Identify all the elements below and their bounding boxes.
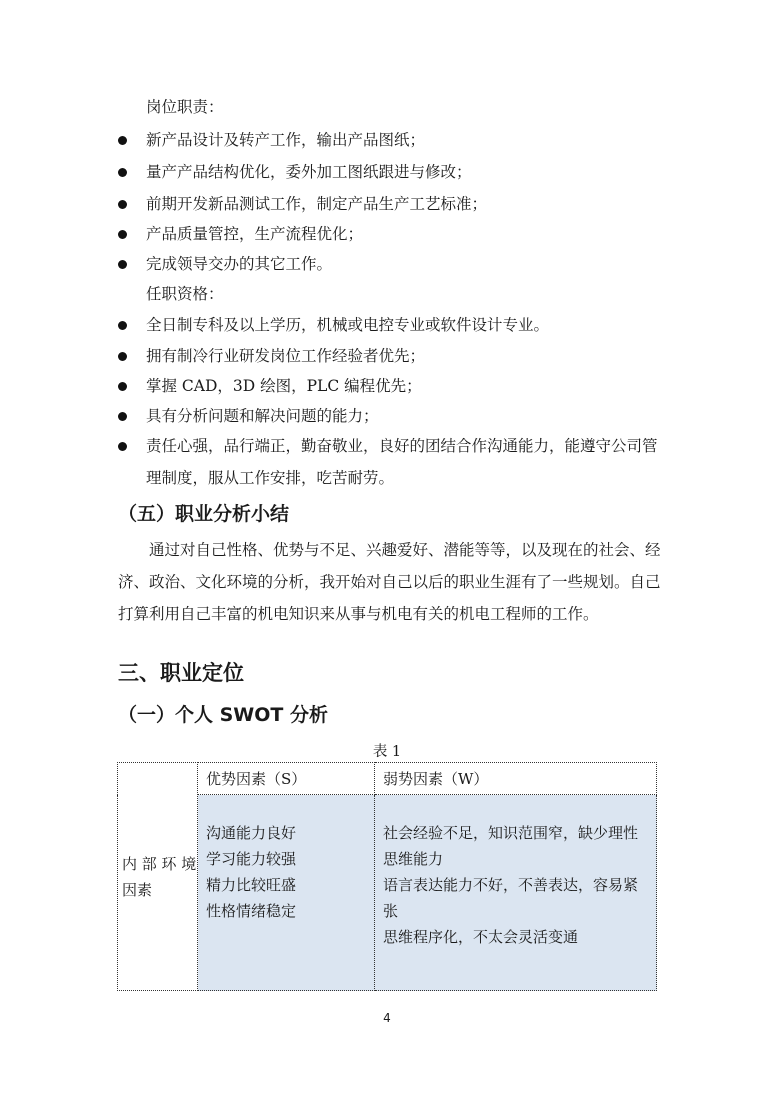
paragraph-line: 济、政治、文化环境的分析，我开始对自己以后的职业生涯有了一些规划。自己 — [118, 573, 661, 591]
weaknesses-cell — [375, 795, 657, 991]
weakness-line: 社会经验不足，知识范围窄，缺少理性 — [383, 824, 639, 842]
section-heading: （五）职业分析小结 — [118, 503, 290, 525]
chapter-heading: 三、职业定位 — [118, 661, 244, 685]
table-row — [118, 795, 657, 991]
strength-item: 性格情绪稳定 — [206, 902, 297, 920]
table-row — [118, 763, 657, 795]
summary-paragraph — [118, 540, 661, 636]
bullet-icon — [118, 321, 127, 330]
swot-table — [117, 762, 657, 991]
bullet-icon — [118, 230, 127, 239]
page-number: 4 — [383, 1011, 391, 1025]
weakness-line: 张 — [383, 902, 399, 920]
document-page: 岗位职责： 新产品设计及转产工作，输出产品图纸； 量产产品结构优化，委外加工图纸跟进与修改； 前期开发新品测试工作，制定产品生产工艺标准； 产品质量管控，生产流程优化； 完成领导交办的其它工作。 任职资格： 全日制专科及以上学历，机械或电控专业或软件设计专业。 拥有制冷行业研发岗位工作经验者优先； 掌握 CAD，3D 绘图，PLC 编程优先； 具有分析问题和解决问题的能力； 责任心强，品行端正，勤奋敬业，良好的团结合作沟通能力，能遵守公司管 理制度，服从工作安排，吃苦耐劳。 （五）职业分析小结 通过对自己性格、优势与不足、兴趣爱好、潜能等等，以及现在的社会、经 济、政治、文化环境的分析，我开始对自己以后的职业生涯有了一些规划。自己 打算利用自己丰富的机电知识来从事与机电有关的机电工程师的工作。 三、职业定位 （一）个人 SWOT 分析 表 1 内 部 环 境 因素 优势因素（S） 弱势因素（W） 沟通能力良好 学习能力较强 精力比较旺盛 性格情绪稳定 社会经验不足，知识范围窄，缺少理性 思维能力 语言表达能力不好，不善表达，容易紧 张 思维程序化，不太会灵活变通 4 — [0, 0, 774, 1095]
bullet-icon — [118, 412, 127, 421]
strengths-cell — [198, 795, 375, 991]
paragraph-line: 打算利用自己丰富的机电知识来从事与机电有关的机电工程师的工作。 — [118, 605, 599, 623]
qualifications-label: 任职资格： — [146, 285, 224, 303]
weakness-line: 语言表达能力不好，不善表达，容易紧 — [383, 876, 639, 894]
table-caption: 表 1 — [372, 744, 402, 760]
weakness-line: 思维程序化，不太会灵活变通 — [383, 928, 579, 946]
bullet-icon — [118, 136, 127, 145]
sub-heading: （一）个人 SWOT 分析 — [118, 704, 328, 726]
row-label-cell: 内 部 环 境 因素 — [118, 763, 198, 991]
bullet-icon — [118, 168, 127, 177]
strength-item: 学习能力较强 — [206, 850, 297, 868]
weakness-line: 思维能力 — [383, 850, 444, 868]
strength-item: 精力比较旺盛 — [206, 876, 297, 894]
bullet-icon — [118, 442, 127, 451]
weaknesses-header: 弱势因素（W） — [375, 763, 657, 795]
bullet-icon — [118, 382, 127, 391]
paragraph-line: 通过对自己性格、优势与不足、兴趣爱好、潜能等等，以及现在的社会、经 — [149, 541, 661, 559]
bullet-icon — [118, 200, 127, 209]
strengths-header: 优势因素（S） — [198, 763, 375, 795]
strength-item: 沟通能力良好 — [206, 824, 297, 842]
job-duties-label: 岗位职责： — [146, 98, 224, 116]
bullet-icon — [118, 260, 127, 269]
bullet-icon — [118, 352, 127, 361]
